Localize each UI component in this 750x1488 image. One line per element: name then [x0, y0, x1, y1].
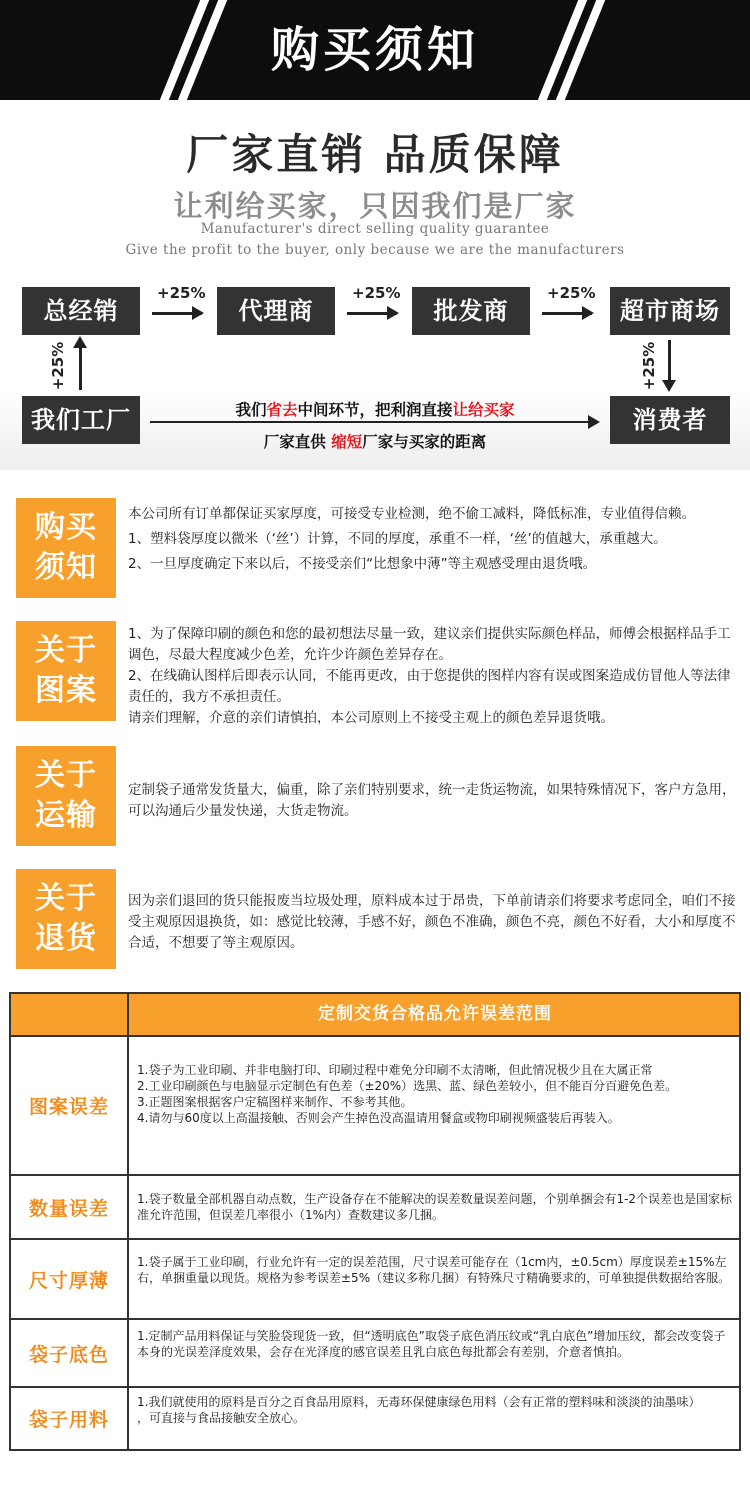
tolerance-row-material [11, 1388, 739, 1449]
direct-supply-text: 厂家直供 缩短厂家与买家的距离 [263, 433, 487, 451]
tolerance-header [11, 994, 739, 1037]
factory-box: 我们工厂 [22, 396, 140, 444]
tolerance-table [9, 992, 741, 1451]
chain-box-wholesaler: 批发商 [412, 287, 530, 335]
chain-box-agent: 代理商 [217, 287, 335, 335]
header-banner [0, 0, 750, 100]
notice-pattern [16, 621, 736, 725]
notice-shipping [16, 746, 736, 850]
tolerance-label: 图案误差 [11, 1037, 129, 1174]
tolerance-label: 袋子底色 [11, 1320, 129, 1386]
markup-label-vertical: +25% [640, 341, 659, 391]
tolerance-text: 1.袋子为工业印刷、并非电脑打印、印刷过程中难免分印刷不太清晰，但此情况极少且在大属正常 2.工业印刷颜色与电脑显示定制色有色差（±20%）选黑、蓝、绿色差较小，但不能百分百避免色差。 3.正题图案根据客户定稿图样来制作、不参考其他。 4.请勿与60度以上高温接触、否则会产生掉色没高温请用餐盒或物印刷视频盛装后再装入。 [137, 1063, 678, 1125]
english-slogan-1: Manufacturer's direct selling quality guarantee [200, 221, 550, 237]
notice-body: 因为亲们退回的货只能报废当垃圾处理，原料成本过于昂贵，下单前请亲们将要求考虑同全，咱们不接受主观原因退换货，如：感觉比较薄，手感不好，颜色不准确，颜色不亮，颜色不好看，大小和厚度不合适，不想要了等主观原因。 [128, 893, 736, 951]
tolerance-row-size [11, 1240, 739, 1320]
slogan-main: 厂家直销 品质保障 [186, 130, 564, 179]
notice-body: 1、为了保障印刷的颜色和您的最初想法尽量一致，建议亲们提供实际颜色样品，师傅会根据样品手工调色，尽最大程度减少色差，允许少许颜色差异存在。 2、在线确认图样后即表示认同，不能再更改，由于您提供的图样内容有误或图案造成仿冒他人等法律责任的，我方不承担责任。 请亲们理解，介意的亲们请慎拍，本公司原则上不接受主观上的颜色差异退货哦。 [128, 626, 731, 726]
factory-section [0, 100, 750, 470]
tolerance-text: 1.定制产品用料保证与笑脸袋现货一致，但“透明底色”取袋子底色消压纹或“乳白底色”增加压纹，都会改变袋子本身的光误差泽度效果，会存在光泽度的感官误差且乳白底色每批都会有差别，介意者慎拍。 [137, 1329, 726, 1359]
markup-label: +25% [157, 284, 206, 302]
tolerance-text: 1.我们就使用的原料是百分之百食品用原料，无毒环保健康绿色用料（会有正常的塑料味和淡淡的油墨味） ，可直接与食品接触安全放心。 [137, 1395, 701, 1425]
notice-purchase [16, 498, 736, 602]
middleman-text: 我们省去中间环节，把利润直接让给买家 [235, 401, 515, 419]
tolerance-text: 1.袋子属于工业印刷，行业允许有一定的误差范围，尺寸误差可能存在（1cm内，±0.5cm）厚度误差±15%左右，单捆重量以现货。规格为参考误差±5%（建议多称几捆）有特殊尺寸精确要求的，可单独提供数据给客服。 [137, 1255, 731, 1285]
page-title: 购买须知 [270, 22, 479, 78]
chain-box-supermarket: 超市商场 [610, 287, 730, 335]
arrow-right-icon [542, 312, 592, 315]
arrow-right-icon [152, 312, 202, 315]
english-slogan-2: Give the profit to the buyer, only because we are the manufacturers [125, 242, 625, 258]
tolerance-label: 数量误差 [11, 1176, 129, 1238]
tolerance-row-quantity [11, 1176, 739, 1240]
arrow-down-icon [668, 340, 671, 382]
notice-badge: 购买 须知 [16, 498, 116, 598]
tolerance-row-base-color [11, 1320, 739, 1388]
slogan-sub: 让利给买家，只因我们是厂家 [173, 189, 577, 223]
arrow-right-long-icon [150, 421, 598, 423]
markup-label: +25% [352, 284, 401, 302]
tolerance-text: 1.袋子数量全部机器自动点数，生产设备存在不能解决的误差数量误差问题，个别单捆会有1-2个误差也是国家标准允许范围，但误差几率很小（1%内）查数建议多几捆。 [137, 1192, 733, 1222]
notice-badge: 关于 退货 [16, 869, 116, 969]
tolerance-row-pattern [11, 1037, 739, 1176]
notice-badge: 关于 图案 [16, 621, 116, 721]
notice-badge: 关于 运输 [16, 746, 116, 846]
tolerance-title: 定制交货合格品允许误差范围 [318, 1004, 552, 1024]
notice-body: 本公司所有订单都保证买家厚度，可接受专业检测，绝不偷工减料，降低标准，专业值得信赖。 1、塑料袋厚度以微米（‘丝’）计算，不同的厚度，承重不一样，‘丝’的值越大，承重越大。 2、一旦厚度确定下来以后，不接受亲们“比想象中薄”等主观感受理由退货哦。 [128, 506, 695, 572]
notice-body: 定制袋子通常发货量大，偏重，除了亲们特别要求，统一走货运物流，如果特殊情况下，客户方急用，可以沟通后少量发快递，大货走物流。 [128, 782, 736, 819]
markup-label: +25% [547, 284, 596, 302]
chain-box-distributor: 总经销 [22, 287, 140, 335]
markup-label-vertical: +25% [49, 341, 68, 391]
notice-return [16, 869, 736, 973]
consumer-box: 消费者 [610, 396, 730, 444]
tolerance-label: 袋子用料 [11, 1388, 129, 1449]
arrow-up-icon [79, 346, 82, 390]
tolerance-label: 尺寸厚薄 [11, 1240, 129, 1318]
arrow-right-icon [347, 312, 397, 315]
